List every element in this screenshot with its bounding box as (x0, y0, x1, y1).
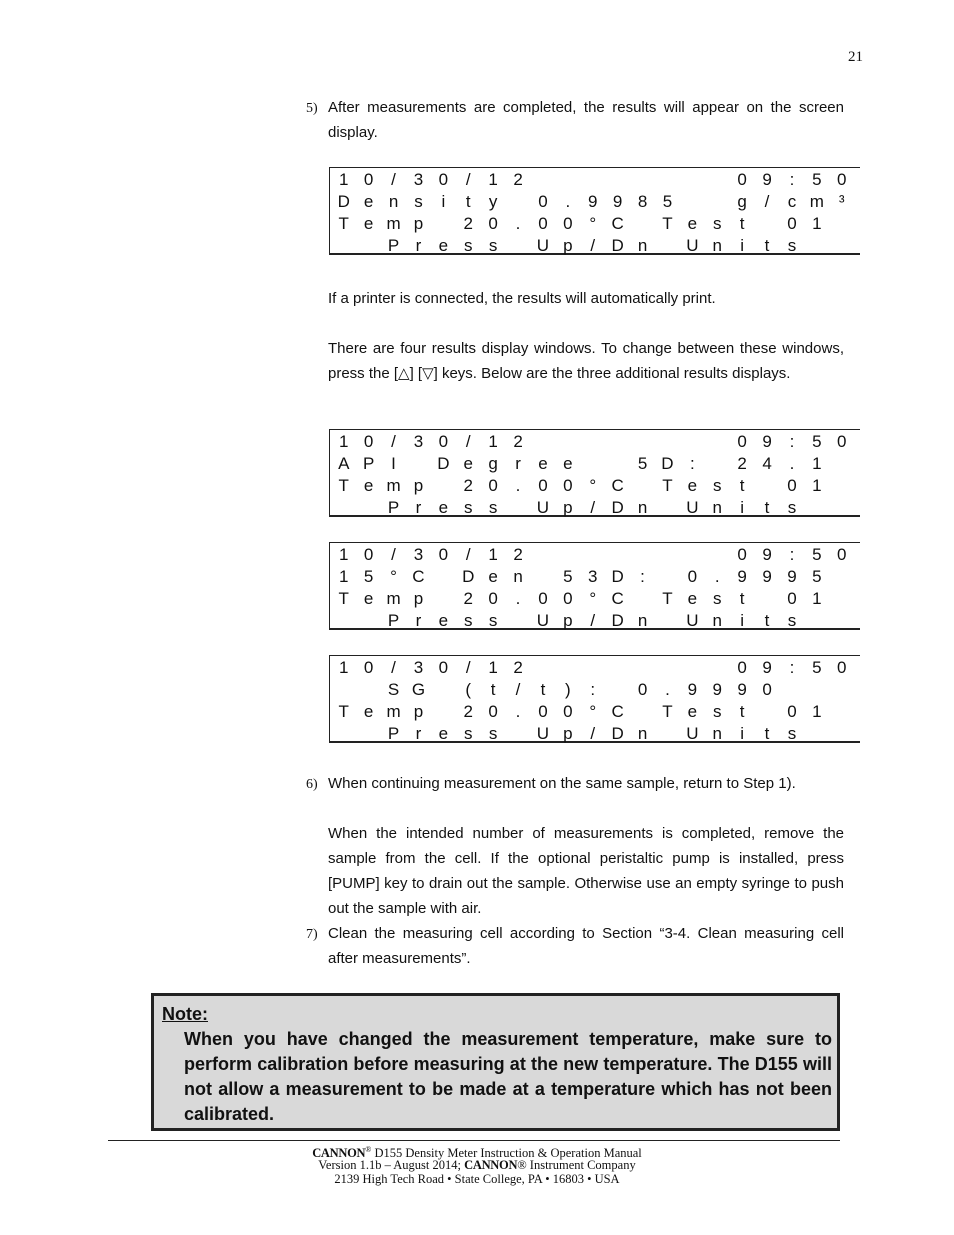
lcd-char: t (764, 611, 770, 630)
lcd-char: s (787, 236, 797, 255)
lcd-char: 0 (787, 589, 797, 608)
lcd-char: P (362, 454, 375, 473)
lcd-char: : (590, 680, 596, 699)
lcd-char: r (415, 236, 422, 255)
lcd-char: 9 (712, 680, 722, 699)
lcd-char: U (686, 236, 699, 255)
lcd-char: : (789, 432, 795, 451)
lcd-char: 1 (488, 545, 498, 564)
lcd-char: s (713, 589, 722, 608)
lcd-char: s (414, 192, 423, 211)
lcd-char: / (391, 545, 396, 564)
lcd-char: 0 (837, 432, 847, 451)
lcd-char: ° (589, 214, 597, 233)
lcd-char: G (411, 680, 426, 699)
lcd-char: D (611, 611, 624, 630)
lcd-char: D (611, 567, 624, 586)
lcd-char: 5 (812, 545, 822, 564)
step-6-continued-text: When the intended number of measurements is completed, remove the sample from the cell. If the optional peristaltic pump is installed, press [PUMP] key to drain out the sample. Otherwise use an empty syringe to push out the sample with air. (328, 825, 844, 917)
lcd-char: U (686, 724, 699, 743)
lcd-char: 0 (563, 476, 573, 495)
lcd-char: p (413, 476, 424, 495)
footer-version: Version 1.1b – August 2014; (318, 1158, 465, 1172)
printer-note: If a printer is connected, the results will automatically print. (328, 290, 716, 307)
lcd-char: n (712, 236, 722, 255)
lcd-char: t (764, 724, 770, 743)
lcd-char: 0 (363, 658, 374, 677)
lcd-char: I (391, 454, 396, 473)
lcd-char: 0 (488, 589, 498, 608)
lcd-char: U (686, 498, 699, 517)
lcd-char: n (712, 611, 722, 630)
lcd-char: T (662, 476, 673, 495)
lcd-char: 2 (463, 476, 473, 495)
lcd-char: 9 (612, 192, 623, 211)
lcd-char: t (764, 498, 770, 517)
lcd-char: e (363, 214, 374, 233)
lcd-char: g (737, 192, 747, 211)
footer-address: 2139 High Tech Road • State College, PA • 16803 • USA (334, 1172, 620, 1186)
lcd-char: 9 (762, 432, 772, 451)
lcd-char: 1 (812, 476, 822, 495)
lcd-char: 9 (762, 567, 772, 586)
lcd-row (330, 430, 860, 452)
lcd-char: 5 (812, 170, 822, 189)
lcd-char: e (463, 454, 473, 473)
lcd-char: : (789, 545, 795, 564)
lcd-row (330, 722, 860, 744)
lcd-char: . (515, 214, 521, 233)
lcd-char: 2 (463, 702, 473, 721)
footer-registered-mark: ® (365, 1145, 372, 1154)
lcd-char: t (739, 702, 745, 721)
lcd-char: 5 (563, 567, 573, 586)
lcd-char: s (464, 236, 473, 255)
lcd-char: P (387, 611, 400, 630)
lcd-char: e (363, 589, 374, 608)
windows-paragraph: There are four results display windows. To change between these windows, press the [△] [▽] keys. Below are the three additional results displays. (328, 340, 844, 382)
lcd-row (330, 212, 860, 234)
lcd-char: 0 (762, 680, 772, 699)
lcd-char: p (413, 214, 424, 233)
step-6-text: When continuing measurement on the same sample, return to Step 1). (328, 775, 796, 792)
lcd-char: / (590, 724, 596, 743)
lcd-char: 0 (787, 214, 797, 233)
lcd-char: e (687, 589, 698, 608)
lcd-char: / (391, 432, 396, 451)
lcd-char: 1 (339, 432, 349, 451)
lcd-char: p (563, 724, 573, 743)
lcd-char: e (438, 498, 449, 517)
lcd-char: / (465, 170, 471, 189)
lcd-char: 0 (538, 702, 548, 721)
lcd-char: / (515, 680, 521, 699)
lcd-char: 0 (538, 589, 548, 608)
lcd-char: 2 (513, 658, 523, 677)
lcd-char: 0 (563, 702, 573, 721)
lcd-char: 0 (538, 476, 548, 495)
lcd-char: T (338, 214, 349, 233)
lcd-char: 1 (812, 214, 822, 233)
lcd-char: T (662, 702, 673, 721)
step-5-number: 5) (306, 101, 318, 116)
lcd-char: t (490, 680, 496, 699)
lcd-char: c (787, 192, 797, 211)
lcd-row (330, 678, 860, 700)
lcd-screen-specific-gravity (329, 655, 860, 743)
lcd-char: ³ (838, 192, 845, 211)
lcd-char: r (415, 498, 422, 517)
lcd-char: . (714, 567, 720, 586)
lcd-char: U (536, 498, 550, 517)
lcd-row (330, 656, 860, 678)
lcd-char: 0 (737, 432, 747, 451)
lcd-char: t (739, 476, 745, 495)
lcd-char: ° (589, 702, 597, 721)
lcd-row (330, 168, 860, 190)
lcd-char: 2 (513, 170, 523, 189)
lcd-char: C (611, 589, 624, 608)
lcd-char: . (515, 476, 521, 495)
lcd-char: 0 (787, 476, 797, 495)
lcd-char: 1 (488, 432, 498, 451)
lcd-char: U (686, 611, 699, 630)
lcd-char: 0 (438, 432, 449, 451)
lcd-char: 0 (488, 214, 498, 233)
lcd-char: C (611, 702, 624, 721)
lcd-char: m (809, 192, 824, 211)
lcd-screen-15c-density (329, 542, 860, 630)
lcd-char: 0 (438, 658, 449, 677)
lcd-char: e (687, 702, 698, 721)
step-6-number: 6) (306, 777, 318, 792)
lcd-char: P (387, 236, 400, 255)
lcd-char: n (637, 236, 648, 255)
lcd-char: 0 (538, 192, 548, 211)
lcd-char: D (462, 567, 475, 586)
lcd-char: 4 (762, 454, 772, 473)
lcd-char: / (590, 236, 596, 255)
lcd-char: / (590, 498, 596, 517)
lcd-char: T (662, 589, 673, 608)
lcd-char: 5 (662, 192, 673, 211)
lcd-char: 0 (363, 170, 374, 189)
lcd-char: e (687, 214, 698, 233)
lcd-char: 9 (687, 680, 698, 699)
lcd-char: s (464, 724, 473, 743)
lcd-char: 2 (463, 589, 473, 608)
lcd-char: i (740, 724, 745, 743)
lcd-char: 1 (339, 545, 349, 564)
lcd-char: . (789, 454, 795, 473)
lcd-char: 3 (413, 658, 424, 677)
lcd-char: i (740, 611, 745, 630)
lcd-char: e (488, 567, 498, 586)
lcd-char: . (565, 192, 571, 211)
lcd-char: p (413, 589, 424, 608)
lcd-char: m (386, 702, 401, 721)
lcd-char: e (363, 476, 374, 495)
lcd-char: / (590, 611, 596, 630)
lcd-char: 5 (363, 567, 374, 586)
lcd-char: / (391, 170, 396, 189)
lcd-char: U (536, 724, 550, 743)
lcd-char: e (687, 476, 698, 495)
lcd-char: m (386, 589, 401, 608)
lcd-char: p (563, 236, 573, 255)
lcd-char: 0 (837, 170, 847, 189)
lcd-char: e (438, 724, 449, 743)
step-7-text: Clean the measuring cell according to Section “3-4. Clean measuring cell after measurements”. (328, 925, 844, 967)
lcd-char: 0 (837, 658, 847, 677)
lcd-char: 0 (837, 545, 847, 564)
lcd-char: 0 (363, 432, 374, 451)
lcd-char: 2 (513, 545, 523, 564)
lcd-char: s (713, 476, 722, 495)
lcd-char: n (712, 724, 722, 743)
lcd-char: 5 (812, 658, 822, 677)
footer-manual-title: D155 Density Meter Instruction & Operation Manual (371, 1146, 642, 1161)
lcd-char: / (391, 658, 396, 677)
lcd-char: 1 (339, 658, 349, 677)
lcd-char: 5 (637, 454, 648, 473)
lcd-char: C (412, 567, 425, 586)
lcd-char: S (387, 680, 400, 699)
lcd-char: D (611, 498, 624, 517)
lcd-char: ° (589, 476, 597, 495)
lcd-char: ( (465, 680, 472, 699)
lcd-char: 5 (812, 432, 822, 451)
lcd-char: T (338, 476, 349, 495)
lcd-char: s (713, 214, 722, 233)
lcd-char: T (338, 589, 349, 608)
lcd-char: D (437, 454, 450, 473)
lcd-char: 9 (787, 567, 797, 586)
lcd-char: 9 (737, 680, 747, 699)
lcd-char: 0 (637, 680, 648, 699)
page-number: 21 (848, 49, 863, 65)
lcd-char: 0 (737, 545, 747, 564)
lcd-row (330, 609, 860, 631)
lcd-char: s (787, 611, 797, 630)
note-title: Note: (162, 1004, 208, 1024)
lcd-char: 0 (488, 476, 498, 495)
lcd-char: 9 (762, 545, 772, 564)
lcd-char: e (438, 611, 449, 630)
lcd-char: / (764, 192, 770, 211)
lcd-char: D (611, 724, 624, 743)
lcd-char: ° (390, 567, 397, 586)
lcd-char: ) (565, 680, 571, 699)
lcd-char: 0 (737, 170, 747, 189)
lcd-row (330, 700, 860, 722)
lcd-char: 0 (687, 567, 698, 586)
footer-divider (108, 1140, 840, 1141)
lcd-row (330, 234, 860, 256)
footer-company: ® Instrument Company (517, 1158, 636, 1172)
lcd-char: 1 (488, 170, 498, 189)
lcd-char: P (387, 724, 400, 743)
lcd-char: C (611, 476, 624, 495)
lcd-char: e (538, 454, 548, 473)
lcd-char: e (363, 702, 374, 721)
step-7-number: 7) (306, 927, 318, 942)
lcd-char: . (515, 589, 521, 608)
lcd-char: m (386, 214, 401, 233)
lcd-char: : (789, 658, 795, 677)
lcd-char: T (662, 214, 673, 233)
lcd-char: n (637, 611, 648, 630)
lcd-char: g (488, 454, 498, 473)
lcd-char: n (513, 567, 523, 586)
lcd-screen-density (329, 167, 860, 255)
lcd-char: D (337, 192, 350, 211)
lcd-char: 1 (339, 567, 349, 586)
lcd-char: 5 (812, 567, 822, 586)
lcd-char: ° (589, 589, 597, 608)
lcd-char: 1 (812, 454, 822, 473)
footer-brand-2: CANNON (464, 1158, 518, 1172)
lcd-char: i (740, 498, 745, 517)
lcd-char: r (515, 454, 521, 473)
lcd-char: 9 (762, 658, 772, 677)
lcd-char: s (488, 236, 498, 255)
lcd-char: U (536, 236, 550, 255)
lcd-row (330, 587, 860, 609)
lcd-char: 9 (588, 192, 598, 211)
lcd-char: 3 (413, 432, 424, 451)
lcd-char: 1 (339, 170, 349, 189)
footer-line-2 (0, 1158, 954, 1173)
lcd-char: D (661, 454, 674, 473)
note-body: When you have changed the measurement temperature, make sure to perform calibration before measuring at the new temperature. The D155 will not allow a measurement to be made at a temperature which has not been calibrated. (184, 1029, 832, 1124)
lcd-char: 0 (737, 658, 747, 677)
lcd-char: . (665, 680, 670, 699)
lcd-char: r (415, 611, 422, 630)
lcd-char: 9 (762, 170, 772, 189)
lcd-row (330, 496, 860, 518)
lcd-char: s (464, 611, 473, 630)
lcd-char: y (488, 192, 498, 211)
lcd-char: n (388, 192, 399, 211)
lcd-char: e (438, 236, 449, 255)
lcd-row (330, 565, 860, 587)
lcd-char: 0 (488, 702, 498, 721)
lcd-char: 2 (513, 432, 523, 451)
lcd-char: 0 (438, 170, 449, 189)
lcd-char: n (637, 724, 648, 743)
lcd-char: : (689, 454, 695, 473)
lcd-char: m (386, 476, 401, 495)
lcd-char: : (789, 170, 795, 189)
lcd-char: s (787, 724, 797, 743)
lcd-char: s (787, 498, 797, 517)
lcd-char: s (464, 498, 473, 517)
lcd-char: t (739, 214, 745, 233)
lcd-char: : (640, 567, 645, 586)
lcd-char: 1 (488, 658, 498, 677)
lcd-char: U (536, 611, 550, 630)
lcd-char: n (637, 498, 648, 517)
lcd-char: t (739, 589, 745, 608)
lcd-char: n (712, 498, 722, 517)
lcd-char: t (465, 192, 471, 211)
lcd-char: t (764, 236, 770, 255)
lcd-row (330, 474, 860, 496)
lcd-char: 0 (538, 214, 548, 233)
lcd-screen-api-degree (329, 429, 860, 517)
note-box (151, 993, 840, 1131)
lcd-char: P (387, 498, 400, 517)
lcd-char: r (415, 724, 422, 743)
lcd-char: i (740, 236, 745, 255)
lcd-char: T (338, 702, 349, 721)
lcd-char: 9 (737, 567, 747, 586)
lcd-char: 3 (413, 545, 424, 564)
lcd-char: 2 (737, 454, 747, 473)
footer-brand: CANNON (312, 1146, 366, 1161)
lcd-char: t (540, 680, 546, 699)
lcd-char: s (488, 611, 498, 630)
lcd-row (330, 543, 860, 565)
lcd-char: s (488, 724, 498, 743)
lcd-char: e (563, 454, 573, 473)
lcd-char: D (611, 236, 624, 255)
lcd-char: 1 (812, 702, 822, 721)
lcd-char: 2 (463, 214, 473, 233)
lcd-char: e (363, 192, 374, 211)
lcd-char: p (563, 498, 573, 517)
lcd-char: s (488, 498, 498, 517)
lcd-char: . (515, 702, 521, 721)
lcd-char: 0 (438, 545, 449, 564)
lcd-char: s (713, 702, 722, 721)
step-5-text: After measurements are completed, the results will appear on the screen display. (328, 99, 844, 141)
lcd-char: p (563, 611, 573, 630)
lcd-char: C (611, 214, 624, 233)
lcd-char: p (413, 702, 424, 721)
lcd-row (330, 190, 860, 212)
lcd-char: 0 (563, 214, 573, 233)
lcd-char: 0 (787, 702, 797, 721)
lcd-char: 3 (588, 567, 598, 586)
lcd-char: 0 (563, 589, 573, 608)
lcd-char: / (465, 545, 471, 564)
lcd-char: 8 (637, 192, 648, 211)
lcd-char: A (338, 454, 350, 473)
lcd-char: / (465, 658, 471, 677)
lcd-row (330, 452, 860, 474)
lcd-char: i (441, 192, 446, 211)
lcd-char: 1 (812, 589, 822, 608)
lcd-char: 0 (363, 545, 374, 564)
lcd-char: 3 (413, 170, 424, 189)
lcd-char: / (465, 432, 471, 451)
